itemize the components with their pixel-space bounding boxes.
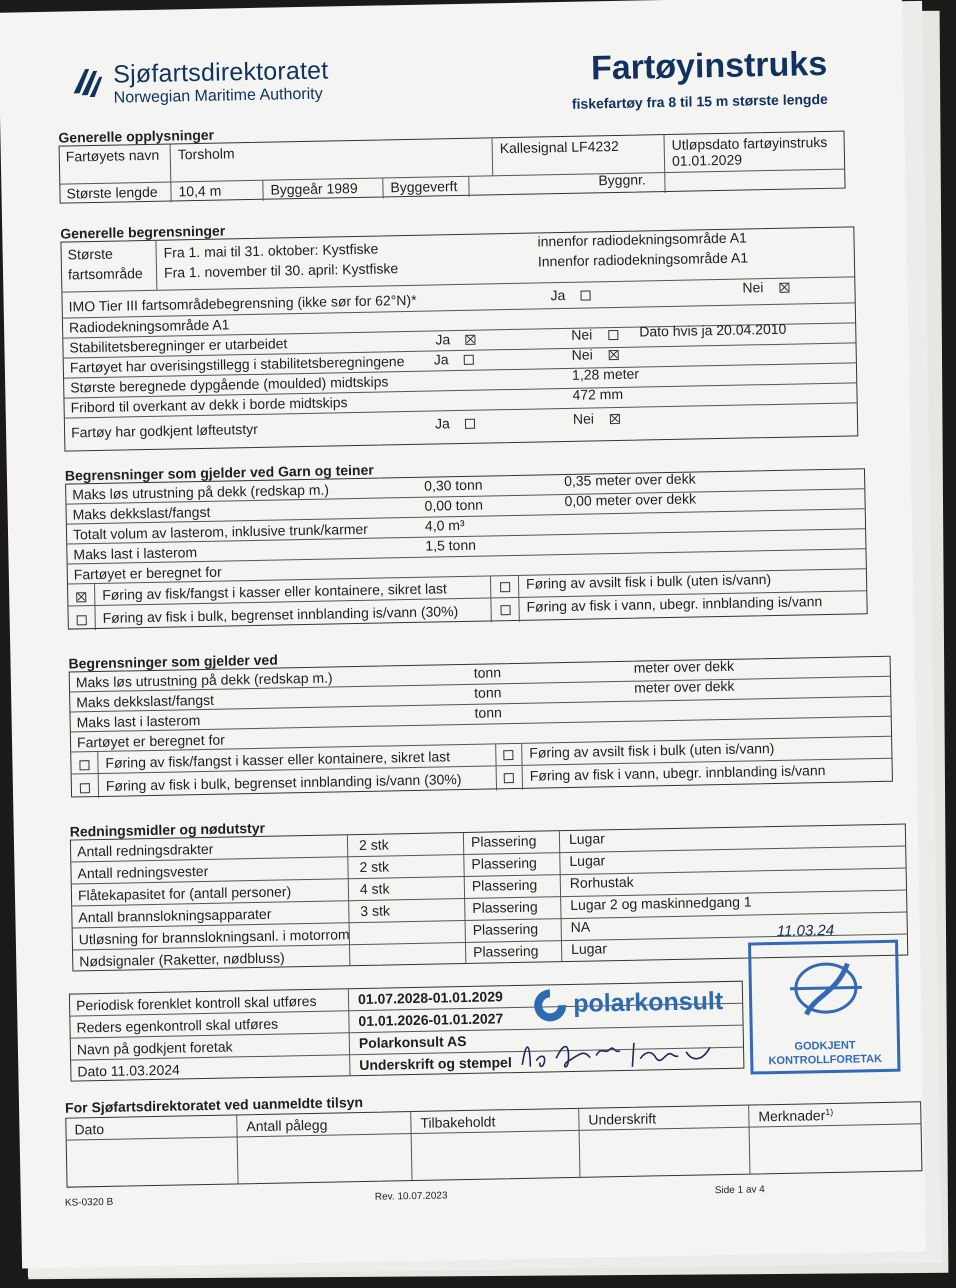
length-value: 10,4 m xyxy=(178,182,222,200)
draught-label: Største beregnede dypgående (moulded) midtskips xyxy=(70,373,389,396)
periodic-value: 01.07.2028-01.01.2029 xyxy=(357,988,503,1008)
no-label: Nei xyxy=(742,279,764,296)
stamp-emblem xyxy=(785,953,866,1025)
freeboard-value: 472 mm xyxy=(572,385,624,403)
rescue-place: Lugar 2 og maskinnedgang 1 xyxy=(570,893,752,913)
section-title-other: Begrensninger som gjelder ved xyxy=(68,651,278,672)
imo-yes-checkbox[interactable] xyxy=(581,290,591,300)
other-gear-label: Maks løs utrustning på dekk (redskap m.) xyxy=(75,669,333,691)
expiry-label: Utløpsdato fartøyinstruks xyxy=(671,133,828,153)
note-mark: 1) xyxy=(825,1106,834,1118)
hold-value: 1,5 tonn xyxy=(425,536,477,554)
rescue-label: Nødsignaler (Raketter, nødbluss) xyxy=(79,949,285,970)
rescue-label: Utløsning for brannslokningsanl. i motorrom xyxy=(78,926,350,948)
lifting-no-checkbox[interactable] xyxy=(609,414,619,424)
other-gear-tonn: tonn xyxy=(473,664,502,681)
company-label: Navn på godkjent foretak xyxy=(76,1038,233,1058)
other-deckload-height: meter over dekk xyxy=(633,677,735,696)
vessel-name: Torsholm xyxy=(177,145,235,163)
col-remarks: Merknader xyxy=(758,1107,826,1125)
hold-label: Maks last i lasterom xyxy=(73,544,198,563)
stability-yes-checkbox[interactable] xyxy=(466,335,476,345)
no-label: Nei xyxy=(572,410,595,427)
stability-label: Stabilitetsberegninger er utarbeidet xyxy=(69,335,288,356)
section-title-nets: Begrensninger som gjelder ved Garn og teiner xyxy=(64,461,374,484)
stamp-line-1: GODKJENT xyxy=(794,1039,856,1053)
rescue-qty: 2 stk xyxy=(359,858,390,876)
nets-opt3-label: Føring av fisk i bulk, begrenset innblanding is/vann (30%) xyxy=(102,603,459,626)
polarkonsult-icon xyxy=(531,986,570,1025)
rescue-qty: 3 stk xyxy=(360,902,391,920)
general-limits-table xyxy=(60,226,858,451)
other-opt2-label: Føring av avsilt fisk i bulk (uten is/vann) xyxy=(529,740,775,761)
gear-label: Maks løs utrustning på dekk (redskap m.) xyxy=(72,481,330,503)
imo-no-checkbox[interactable] xyxy=(779,283,789,293)
yard-label: Byggeverft xyxy=(390,178,458,196)
gear-tonn: 0,30 tonn xyxy=(424,476,483,494)
volume-value: 4,0 m³ xyxy=(424,516,465,534)
stability-no-checkbox[interactable] xyxy=(608,330,618,340)
polarkonsult-logo xyxy=(531,986,724,1030)
nets-opt4-label: Føring av fisk i vann, ubegr. innblanding is/vann xyxy=(526,593,823,615)
stability-date: Dato hvis ja 20.04.2010 xyxy=(639,320,787,340)
section-title-limits: Generelle begrensninger xyxy=(60,222,226,242)
other-opt3-checkbox[interactable] xyxy=(80,783,90,793)
section-title-general: Generelle opplysninger xyxy=(58,126,215,146)
col-detained: Tilbakeholdt xyxy=(420,1113,496,1131)
area-label-2: fartsområde xyxy=(67,265,143,283)
section-title-inspection: For Sjøfartsdirektoratet ved uanmeldte tilsyn xyxy=(64,1093,364,1116)
callsign: Kallesignal LF4232 xyxy=(499,137,619,157)
placement-label: Plassering xyxy=(470,832,537,850)
icing-no-checkbox[interactable] xyxy=(608,350,618,360)
period-winter-area: Innenfor radiodekningsområde A1 xyxy=(537,249,749,270)
yes-label: Ja xyxy=(433,351,449,368)
period-summer: Fra 1. mai til 31. oktober: Kystfiske xyxy=(163,240,379,261)
radio-area: Radiodekningsområde A1 xyxy=(68,316,230,336)
nets-opt2-checkbox[interactable] xyxy=(500,582,510,592)
nets-opt2-label: Føring av avsilt fisk i bulk (uten is/vann) xyxy=(525,571,772,592)
periodic-label: Periodisk forenklet kontroll skal utføres xyxy=(75,992,317,1014)
deckload-height: 0,00 meter over dekk xyxy=(564,490,697,510)
other-opt1-checkbox[interactable] xyxy=(79,760,89,770)
yes-label: Ja xyxy=(550,286,566,304)
other-hold-tonn: tonn xyxy=(474,704,502,721)
other-hold-label: Maks last i lasterom xyxy=(76,712,201,731)
nets-opt1-checkbox[interactable] xyxy=(76,592,86,602)
freeboard-label: Fribord til overkant av dekk i borde midtskips xyxy=(70,394,348,416)
rescue-label: Antall brannslokningsapparater xyxy=(78,905,272,926)
page-number: Side 1 av 4 xyxy=(714,1184,765,1197)
rescue-place: Rorhustak xyxy=(569,873,634,891)
icing-yes-checkbox[interactable] xyxy=(464,355,474,365)
icing-label: Fartøyet har overisingstillegg i stabilitetsberegningene xyxy=(69,353,405,376)
placement-label: Plassering xyxy=(472,898,538,916)
other-opt2-checkbox[interactable] xyxy=(503,750,513,760)
inspection-table xyxy=(65,1101,922,1187)
yes-label: Ja xyxy=(434,415,450,432)
col-signature: Underskrift xyxy=(588,1110,657,1128)
owner-label: Reders egenkontroll skal utføres xyxy=(76,1015,279,1036)
nets-limits-table xyxy=(65,468,868,629)
org-name-en: Norwegian Maritime Authority xyxy=(113,85,323,107)
rescue-qty: 4 stk xyxy=(359,880,390,898)
rescue-label: Antall redningsvester xyxy=(77,862,209,882)
placement-label: Plassering xyxy=(472,942,539,960)
other-deckload-tonn: tonn xyxy=(474,684,502,701)
imo-label: IMO Tier III fartsområdebegrensning (ikke sør for 62°N)* xyxy=(68,291,417,315)
other-deckload-label: Maks dekkslast/fangst xyxy=(76,691,215,711)
rescue-place: NA xyxy=(570,918,591,935)
col-date: Dato xyxy=(74,1120,105,1138)
nets-opt4-checkbox[interactable] xyxy=(500,605,510,615)
date-label: Dato 11.03.2024 xyxy=(77,1061,181,1080)
lifting-yes-checkbox[interactable] xyxy=(465,419,475,429)
area-label: Største xyxy=(67,245,113,263)
rescue-label: Flåtekapasitet for (antall personer) xyxy=(77,883,292,904)
other-opt4-checkbox[interactable] xyxy=(504,773,514,783)
vessel-name-label: Fartøyets navn xyxy=(65,146,160,165)
rescue-place: Lugar xyxy=(569,852,606,869)
deckload-label: Maks dekkslast/fangst xyxy=(72,503,211,523)
other-designed-label: Fartøyet er beregnet for xyxy=(76,731,226,751)
rescue-place: Lugar xyxy=(568,830,605,847)
stamp-date: 11.03.24 xyxy=(776,921,835,941)
polarkonsult-name: polarkonsult xyxy=(572,987,724,1018)
other-limits-table xyxy=(69,656,893,798)
placement-label: Plassering xyxy=(471,854,537,872)
placement-label: Plassering xyxy=(472,920,539,938)
rescue-qty: 2 stk xyxy=(358,836,389,854)
deckload-tonn: 0,00 tonn xyxy=(424,496,484,514)
length-label: Største lengde xyxy=(66,183,158,202)
rescue-label: Antall redningsdrakter xyxy=(76,840,214,860)
yes-label: Ja xyxy=(435,331,451,348)
owner-value: 01.01.2026-01.01.2027 xyxy=(358,1010,504,1030)
section-title-rescue: Redningsmidler og nødutstyr xyxy=(69,819,266,840)
gear-height: 0,35 meter over dekk xyxy=(563,470,696,490)
anchor-icon xyxy=(69,63,106,104)
stamp-line-2: KONTROLLFORETAK xyxy=(768,1053,883,1068)
lifting-label: Fartøy har godkjent løfteutstyr xyxy=(70,420,258,441)
page-title: Fartøyinstruks xyxy=(590,44,828,88)
expiry-date: 01.01.2029 xyxy=(671,151,743,169)
other-opt1-label: Føring av fisk/fangst i kasser eller kontainere, sikret last xyxy=(105,748,451,771)
form-number: KS-0320 B xyxy=(64,1196,114,1209)
signature xyxy=(516,1027,717,1075)
period-summer-area: innenfor radiodekningsområde A1 xyxy=(537,229,748,250)
draught-value: 1,28 meter xyxy=(571,365,640,383)
period-winter: Fra 1. november til 30. april: Kystfiske xyxy=(163,260,399,281)
designed-label: Fartøyet er beregnet for xyxy=(73,563,222,583)
no-label: Nei xyxy=(571,346,593,363)
approval-stamp xyxy=(748,921,901,1075)
col-orders: Antall pålegg xyxy=(246,1116,328,1135)
company-value: Polarkonsult AS xyxy=(358,1032,467,1052)
other-opt4-label: Føring av fisk i vann, ubegr. innblanding is/vann xyxy=(529,762,826,784)
no-label: Nei xyxy=(571,326,593,343)
other-gear-height: meter over dekk xyxy=(633,657,735,676)
revision: Rev. 10.07.2023 xyxy=(374,1190,448,1203)
nets-opt1-label: Føring av fisk/fangst i kasser eller kontainere, sikret last xyxy=(102,580,447,603)
org-name: Sjøfartsdirektoratet xyxy=(112,56,329,89)
placement-label: Plassering xyxy=(471,876,538,894)
other-opt3-label: Føring av fisk i bulk, begrenset innblanding is/vann (30%) xyxy=(105,771,462,794)
page-subtitle: fiskefartøy fra 8 til 15 m største lengde xyxy=(571,90,828,112)
rescue-place: Lugar xyxy=(570,940,608,957)
signature-label: Underskrift og stempel xyxy=(359,1054,512,1074)
build-no-label: Byggnr. xyxy=(598,171,646,189)
volume-label: Totalt volum av lasterom, inklusive trunk/karmer xyxy=(72,520,369,543)
build-year: Byggeår 1989 xyxy=(270,179,358,198)
nets-opt3-checkbox[interactable] xyxy=(77,615,87,625)
